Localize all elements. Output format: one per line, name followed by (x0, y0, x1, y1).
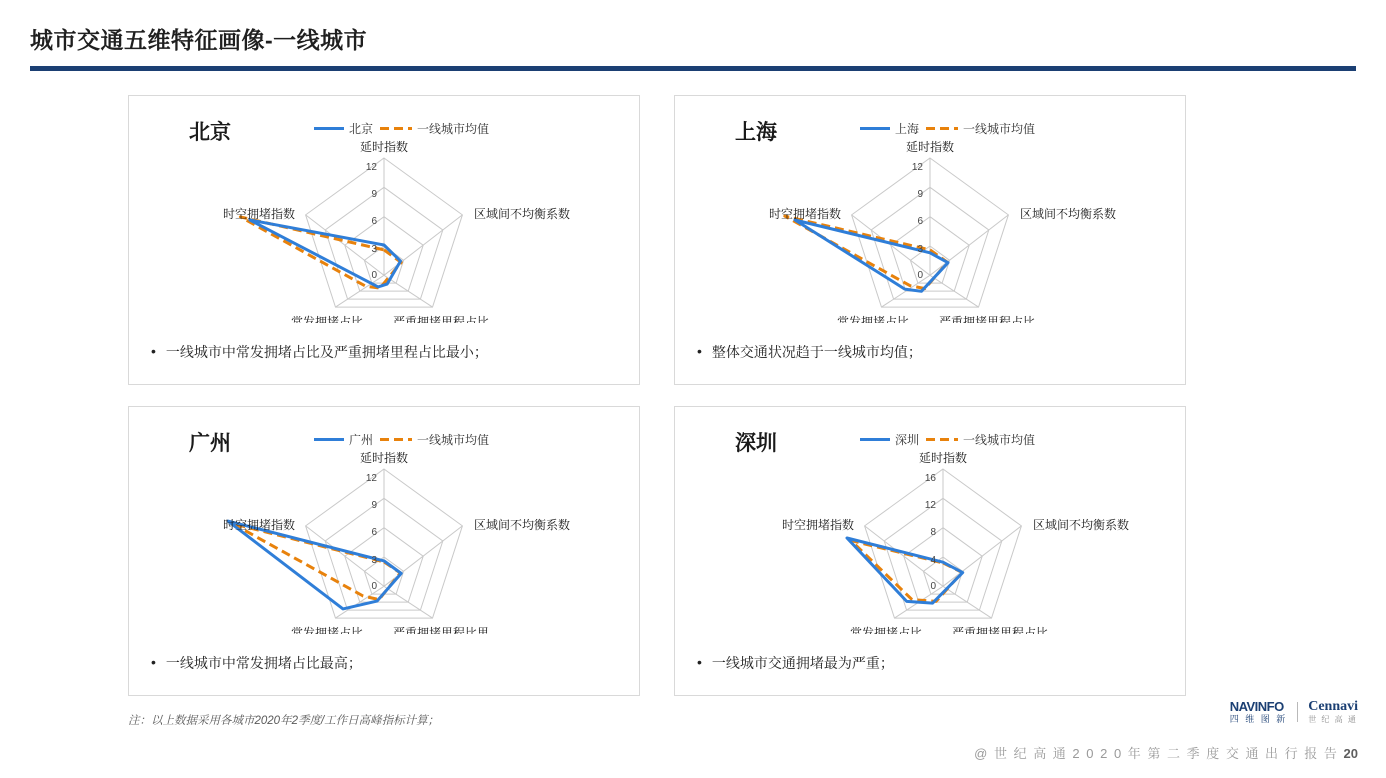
legend-label-city: 上海 (895, 122, 920, 136)
legend-label-average: 一线城市均值 (417, 122, 490, 136)
tick-label: 9 (371, 189, 377, 200)
chart-legend (314, 431, 489, 448)
card-bullet (151, 342, 627, 362)
svg-text:区域间不均衡系数: 区域间不均衡系数 (474, 518, 571, 532)
svg-text:严重拥堵里程占比: 严重拥堵里程占比 (938, 315, 1036, 323)
chart-legend (314, 120, 489, 137)
page-number: 20 (1343, 746, 1358, 761)
legend-item-average (926, 120, 1035, 137)
legend-dashed-line-icon (380, 438, 412, 441)
radar-svg (129, 449, 641, 634)
city-title: 广州 (189, 432, 231, 455)
legend-label-city: 广州 (349, 433, 374, 447)
tick-label: 12 (365, 162, 377, 173)
svg-text:4: 4 (930, 555, 936, 566)
svg-text:区域间不均衡系数: 区域间不均衡系数 (1020, 207, 1117, 221)
svg-text:严重拥堵里程占比: 严重拥堵里程占比 (392, 315, 490, 323)
legend-line-icon (860, 438, 890, 441)
tick-label: 3 (371, 244, 377, 255)
svg-text:严重拥堵里程占比: 严重拥堵里程占比 (951, 626, 1049, 634)
svg-text:0: 0 (917, 270, 923, 281)
bullet-text: 一线城市中常发拥堵占比及严重拥堵里程占比最小； (165, 344, 488, 360)
cennavi-logo (1308, 700, 1358, 724)
brand-logos (1230, 700, 1358, 724)
svg-text:严重拥堵里程比里: 严重拥堵里程比里 (392, 626, 490, 634)
svg-text:延时指数: 延时指数 (918, 451, 968, 465)
svg-text:9: 9 (917, 189, 923, 200)
legend-label-average: 一线城市均值 (963, 122, 1036, 136)
svg-text:12: 12 (911, 162, 923, 173)
svg-text:时空拥堵指数: 时空拥堵指数 (222, 207, 295, 221)
svg-text:0: 0 (371, 581, 377, 592)
city-card-shenzhen (674, 406, 1186, 696)
svg-text:时空拥堵指数: 时空拥堵指数 (222, 518, 295, 532)
radar-svg (675, 449, 1187, 634)
bullet-dot-icon: • (151, 654, 156, 670)
cennavi-logo-cn: 世 纪 高 通 (1308, 715, 1358, 724)
svg-text:6: 6 (371, 527, 377, 538)
legend-dashed-line-icon (926, 127, 958, 130)
legend-label-city: 北京 (349, 122, 374, 136)
legend-item-average (926, 431, 1035, 448)
svg-text:区域间不均衡系数: 区域间不均衡系数 (1033, 518, 1130, 532)
svg-text:12: 12 (924, 500, 936, 511)
city-card-guangzhou (128, 406, 640, 696)
navinfo-logo-en: NAVINFO (1229, 699, 1284, 714)
radar-chart-guangzhou (129, 449, 639, 634)
bullet-dot-icon: • (697, 654, 702, 670)
svg-text:时空拥堵指数: 时空拥堵指数 (768, 207, 841, 221)
city-title: 深圳 (735, 432, 777, 455)
city-card-shanghai (674, 95, 1186, 385)
svg-text:3: 3 (371, 555, 377, 566)
svg-text:区域间不均衡系数: 区域间不均衡系数 (474, 207, 571, 221)
chart-legend (860, 120, 1035, 137)
svg-text:3: 3 (917, 244, 923, 255)
svg-text:延时指数: 延时指数 (359, 451, 409, 465)
legend-item-average (380, 120, 489, 137)
legend-label-average: 一线城市均值 (417, 433, 490, 447)
legend-item-city (314, 431, 373, 448)
tick-label: 6 (371, 216, 377, 227)
city-title: 上海 (735, 121, 777, 144)
radar-svg (129, 138, 641, 323)
bullet-text: 一线城市中常发拥堵占比最高； (165, 655, 362, 671)
legend-line-icon (314, 438, 344, 441)
svg-text:9: 9 (371, 500, 377, 511)
svg-text:16: 16 (924, 473, 936, 484)
legend-item-average (380, 431, 489, 448)
radar-chart-shenzhen (675, 449, 1185, 634)
legend-line-icon (314, 127, 344, 130)
page-title: 城市交通五维特征画像-一线城市 (30, 27, 368, 53)
navinfo-logo-cn: 四 维 图 新 (1229, 714, 1288, 724)
legend-label-city: 深圳 (895, 433, 920, 447)
legend-label-average: 一线城市均值 (963, 433, 1036, 447)
footnote: 注：以上数据采用各城市2020年2季度/工作日高峰指标计算； (128, 715, 440, 727)
chart-legend (860, 431, 1035, 448)
svg-text:常发拥堵占比: 常发拥堵占比 (290, 626, 364, 634)
charts-grid (128, 95, 1188, 695)
svg-text:延时指数: 延时指数 (905, 140, 955, 154)
svg-text:常发拥堵占比: 常发拥堵占比 (836, 315, 910, 323)
card-bullet (697, 342, 1173, 362)
legend-item-city (860, 431, 919, 448)
legend-dashed-line-icon (380, 127, 412, 130)
svg-text:12: 12 (365, 473, 377, 484)
bullet-dot-icon: • (697, 343, 702, 359)
card-bullet (697, 653, 1173, 673)
svg-text:8: 8 (930, 527, 936, 538)
footer-text: @ 世 纪 高 通 2 0 2 0 年 第 二 季 度 交 通 出 行 报 告 (974, 746, 1339, 761)
bullet-text: 一线城市交通拥堵最为严重； (711, 655, 894, 671)
radar-chart-beijing (129, 138, 639, 323)
footer-bar (974, 743, 1358, 762)
svg-text:延时指数: 延时指数 (359, 140, 409, 154)
logo-divider (1297, 702, 1298, 722)
legend-line-icon (860, 127, 890, 130)
svg-text:6: 6 (917, 216, 923, 227)
card-bullet (151, 653, 627, 673)
tick-label: 0 (371, 270, 377, 281)
legend-item-city (860, 120, 919, 137)
radar-chart-shanghai (675, 138, 1185, 323)
svg-text:0: 0 (930, 581, 936, 592)
svg-text:常发拥堵占比: 常发拥堵占比 (290, 315, 364, 323)
city-card-beijing (128, 95, 640, 385)
svg-text:常发拥堵占比: 常发拥堵占比 (849, 626, 923, 634)
bullet-dot-icon: • (151, 343, 156, 359)
legend-item-city (314, 120, 373, 137)
legend-dashed-line-icon (926, 438, 958, 441)
city-title: 北京 (189, 121, 231, 144)
bullet-text: 整体交通状况趋于一线城市均值； (711, 344, 922, 360)
title-divider (30, 66, 1356, 71)
radar-svg (675, 138, 1187, 323)
cennavi-logo-en: Cennavi (1308, 699, 1358, 714)
navinfo-logo (1230, 700, 1288, 724)
svg-text:时空拥堵指数: 时空拥堵指数 (781, 518, 854, 532)
